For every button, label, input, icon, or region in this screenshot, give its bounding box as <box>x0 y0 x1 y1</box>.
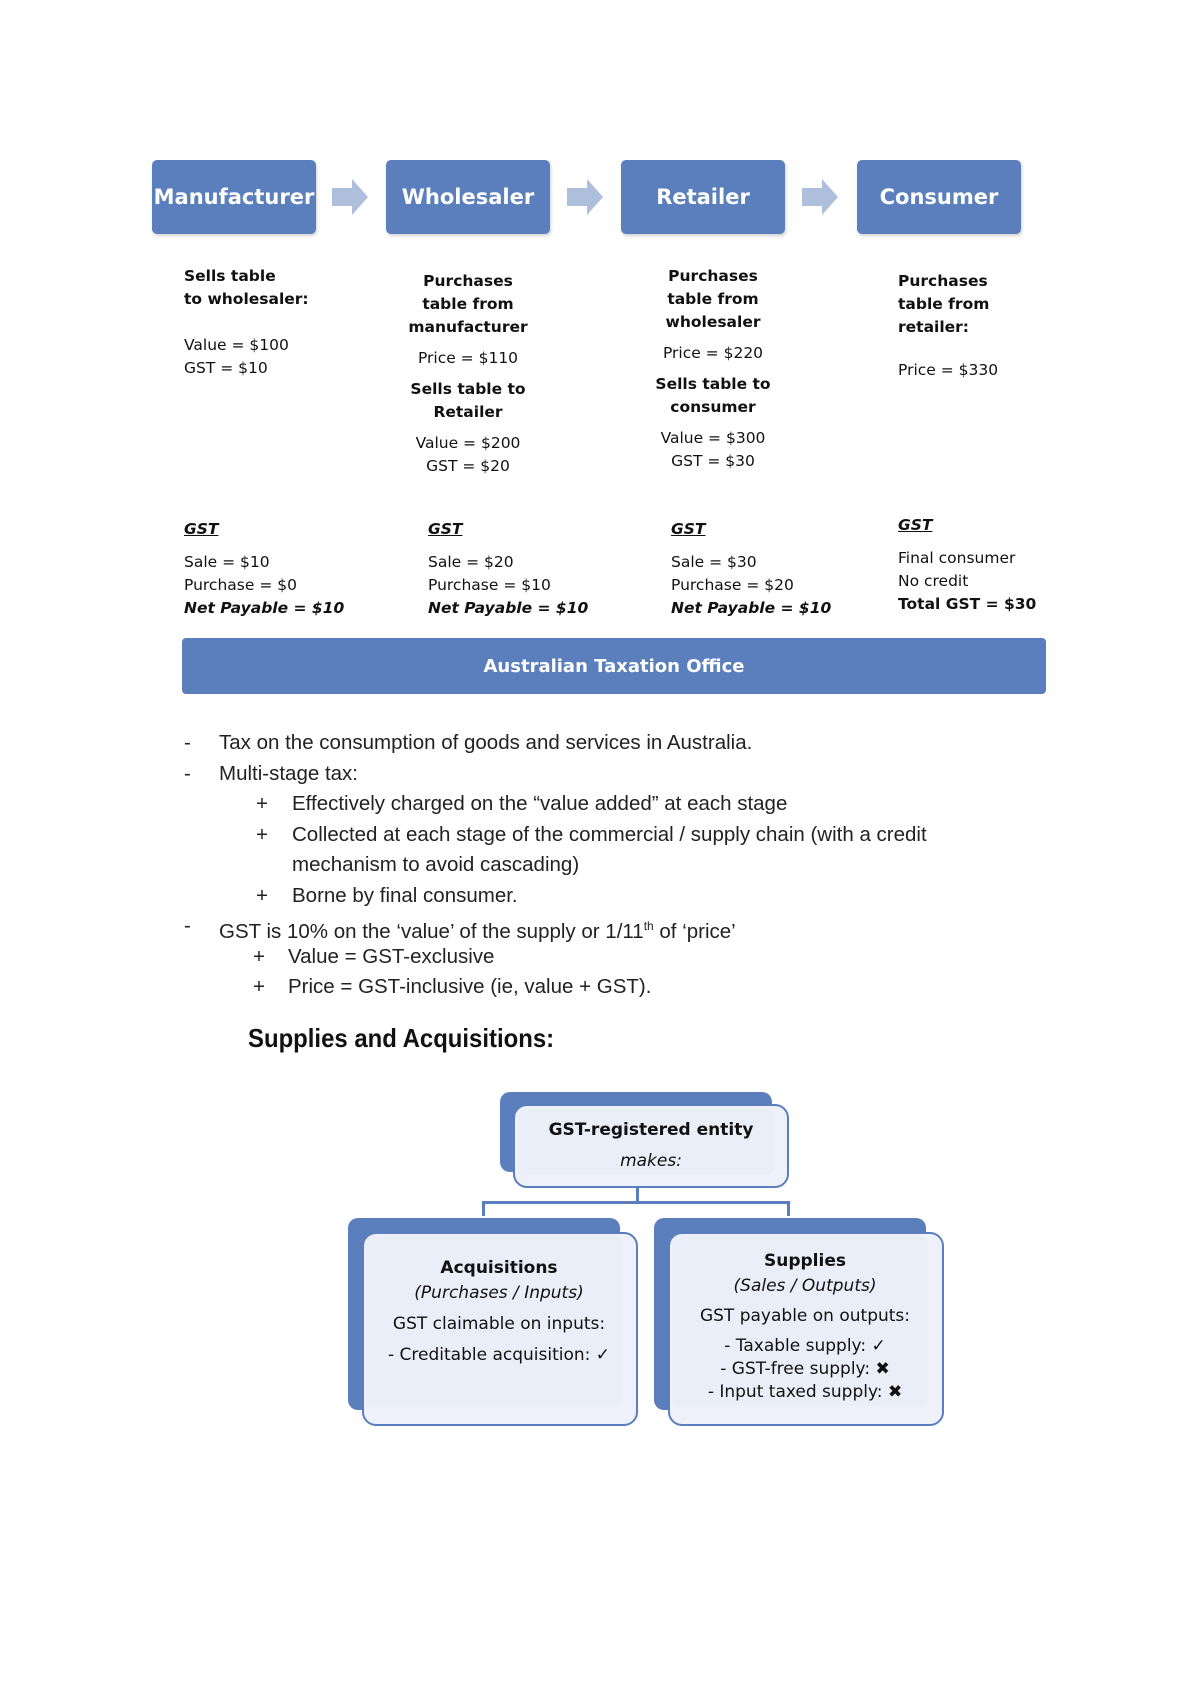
supplies-item: - GST-free supply: ✖ <box>720 1359 890 1379</box>
note-superscript: th <box>643 919 654 933</box>
arrow-right-icon <box>332 179 368 215</box>
supplies-item: - Taxable supply: ✓ <box>724 1336 886 1356</box>
consumer-details <box>898 270 1078 382</box>
supplies-item: - Input taxed supply: ✖ <box>707 1382 903 1402</box>
wholesaler-price: Price = $110 <box>417 349 519 367</box>
manufacturer-desc-line: Sells table <box>184 267 276 285</box>
root-title: GST-registered entity <box>548 1120 754 1140</box>
wholesaler-sells-line: Retailer <box>433 403 503 421</box>
supplies-text <box>672 1249 938 1404</box>
manufacturer-details <box>184 265 384 380</box>
acquisitions-line: GST claimable on inputs: <box>392 1314 606 1334</box>
gst-no-credit: No credit <box>898 572 969 590</box>
gst-sale: Sale = $20 <box>428 553 514 571</box>
wholesaler-gst <box>428 518 638 620</box>
gst-purchase: Purchase = $10 <box>428 576 551 594</box>
stage-manufacturer: Manufacturer <box>152 160 316 234</box>
arrow-right-icon <box>802 179 838 215</box>
gst-net-payable: Net Payable = $10 <box>671 599 832 617</box>
retailer-purchase-line: Purchases <box>668 267 758 285</box>
wholesaler-purchase-line: Purchases <box>423 272 513 290</box>
supplies-line: GST payable on outputs: <box>699 1306 911 1326</box>
manufacturer-gst <box>184 518 394 620</box>
supplies-title: Supplies <box>764 1251 846 1271</box>
note-tail: of ‘price’ <box>653 919 736 943</box>
consumer-price: Price = $330 <box>898 361 999 379</box>
gst-heading: GST <box>428 520 463 538</box>
gst-total: Total GST = $30 <box>898 595 1037 613</box>
retailer-price: Price = $220 <box>662 344 764 362</box>
note-text: GST is 10% on the ‘value’ of the supply or 1/11 <box>219 919 644 943</box>
gst-purchase: Purchase = $20 <box>671 576 794 594</box>
manufacturer-value: Value = $100 <box>184 336 289 354</box>
wholesaler-value: Value = $200 <box>415 434 521 452</box>
retailer-details <box>613 265 813 473</box>
gst-net-payable: Net Payable = $10 <box>184 599 345 617</box>
consumer-gst <box>898 514 1078 616</box>
stage-wholesaler: Wholesaler <box>386 160 550 234</box>
gst-sale: Sale = $10 <box>184 553 270 571</box>
gst-net-payable: Net Payable = $10 <box>428 599 589 617</box>
connector-line <box>482 1201 790 1204</box>
arrow-right-icon <box>567 179 603 215</box>
root-sub: makes: <box>620 1151 682 1171</box>
acquisitions-sub: (Purchases / Inputs) <box>414 1283 584 1303</box>
stage-consumer: Consumer <box>857 160 1021 234</box>
section-heading: Supplies and Acquisitions: <box>248 1023 555 1053</box>
manufacturer-gst-value: GST = $10 <box>184 359 268 377</box>
root-node-text <box>518 1118 784 1174</box>
wholesaler-sells-line: Sells table to <box>410 380 526 398</box>
consumer-purchase-line: table from <box>898 295 990 313</box>
retailer-gst <box>671 518 881 620</box>
retailer-purchase-line: table from <box>667 290 759 308</box>
acquisitions-text <box>366 1256 632 1368</box>
stage-retailer: Retailer <box>621 160 785 234</box>
gst-heading: GST <box>184 520 219 538</box>
retailer-purchase-line: wholesaler <box>665 313 761 331</box>
gst-purchase: Purchase = $0 <box>184 576 297 594</box>
gst-heading: GST <box>898 516 933 534</box>
wholesaler-purchase-line: manufacturer <box>408 318 528 336</box>
wholesaler-gst-value: GST = $20 <box>426 457 510 475</box>
retailer-gst-value: GST = $30 <box>671 452 755 470</box>
retailer-sells-line: Sells table to <box>655 375 771 393</box>
consumer-purchase-line: retailer: <box>898 318 970 336</box>
wholesaler-purchase-line: table from <box>422 295 514 313</box>
retailer-sells-line: consumer <box>670 398 756 416</box>
gst-sale: Sale = $30 <box>671 553 757 571</box>
gst-heading: GST <box>671 520 706 538</box>
consumer-purchase-line: Purchases <box>898 272 988 290</box>
wholesaler-details <box>368 270 568 478</box>
connector-line <box>787 1201 790 1216</box>
acquisitions-title: Acquisitions <box>440 1258 558 1278</box>
supplies-sub: (Sales / Outputs) <box>733 1276 877 1296</box>
ato-bar: Australian Taxation Office <box>182 638 1046 694</box>
connector-line <box>482 1201 485 1216</box>
acquisitions-item: - Creditable acquisition: ✓ <box>387 1345 611 1365</box>
retailer-value: Value = $300 <box>660 429 766 447</box>
manufacturer-desc-line: to wholesaler: <box>184 290 309 308</box>
gst-final-consumer: Final consumer <box>898 549 1016 567</box>
